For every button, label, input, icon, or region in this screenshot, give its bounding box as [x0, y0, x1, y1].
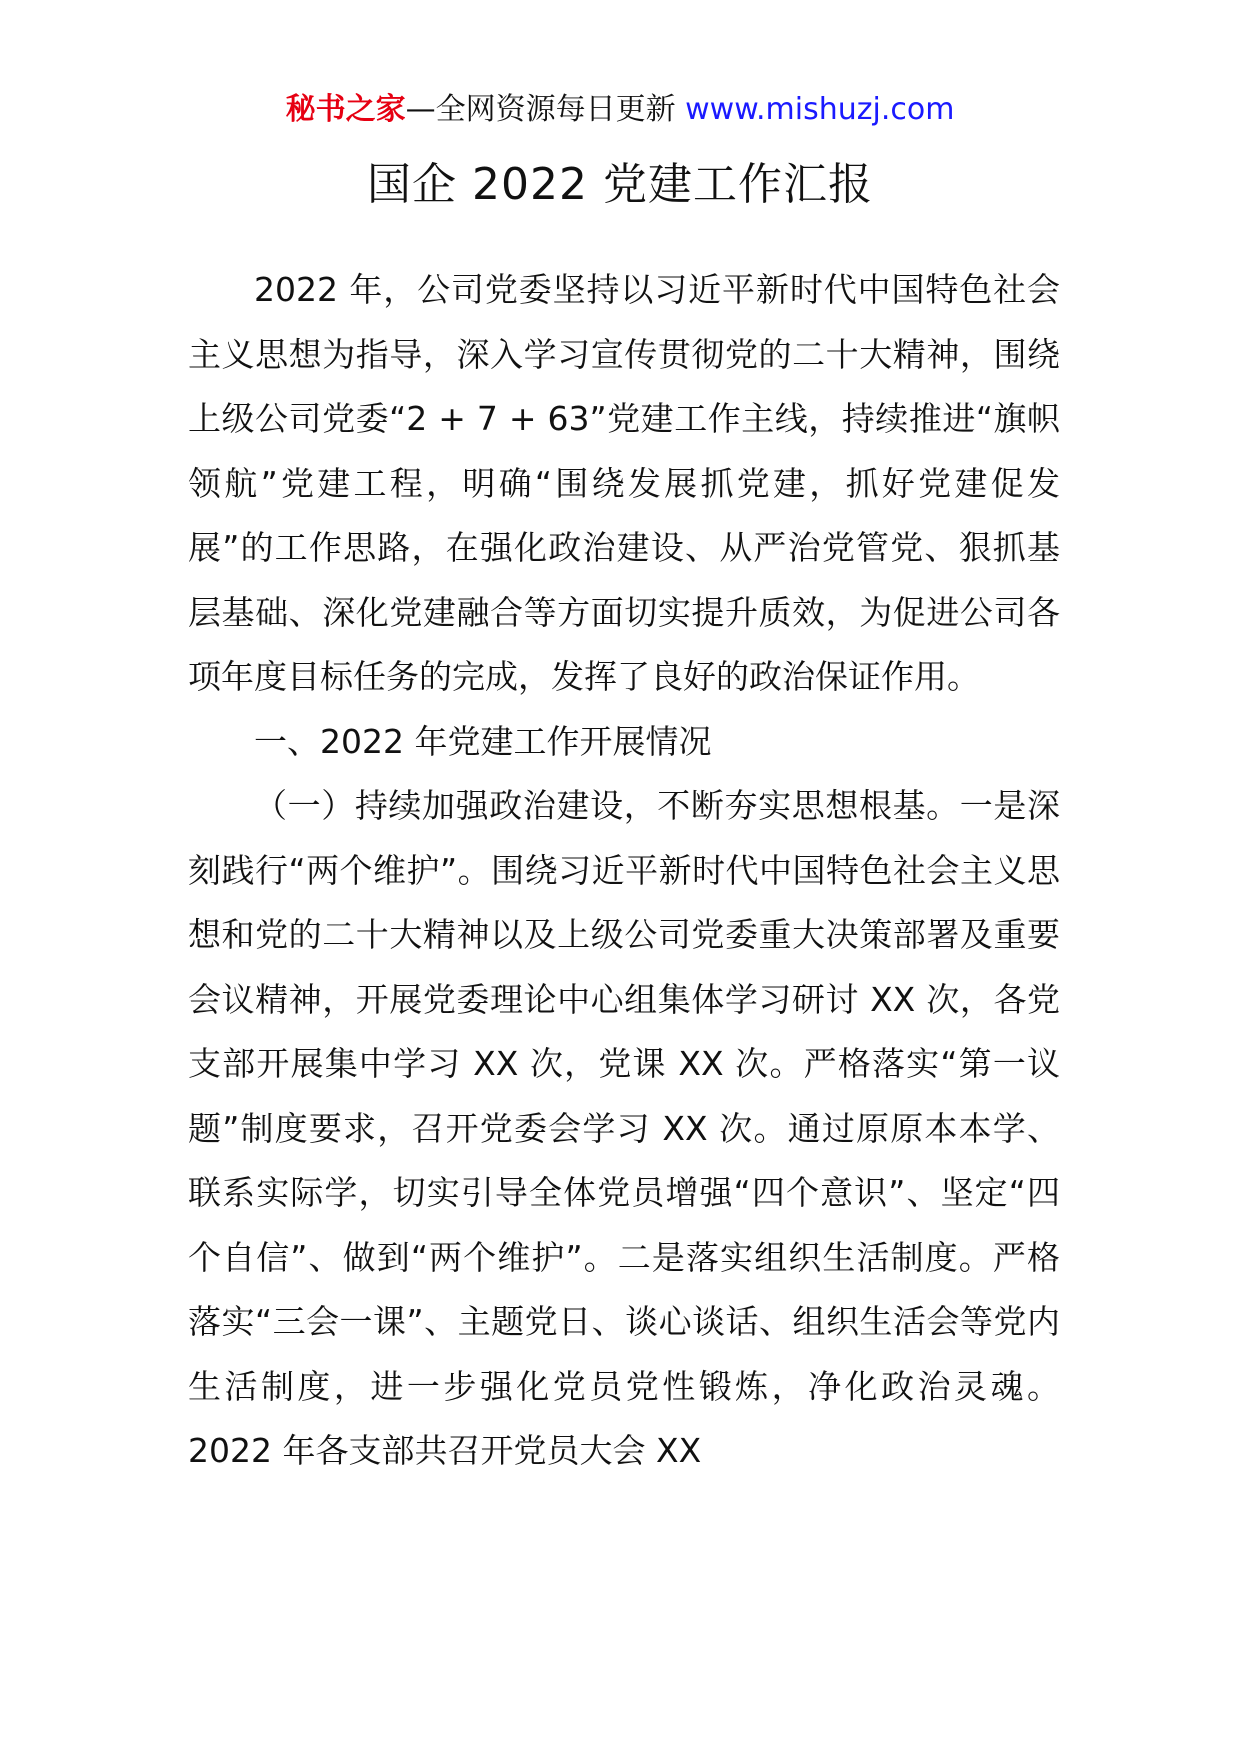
header-tagline: —全网资源每日更新 [405, 92, 686, 127]
paragraph-intro: 2022 年，公司党委坚持以习近平新时代中国特色社会主义思想为指导，深入学习宣传贯彻党的二十大精神，围绕上级公司党委“2 + 7 + 63”党建工作主线，持续推进“旗帜领航”党建工程，明确“围绕发展抓党建，抓好党建促发展”的工作思路，在强化政治建设、从严治党管党、狠抓基层基础、深化党建融合等方面切实提升质效，为促进公司各项年度目标任务的完成，发挥了良好的政治保证作用。 [188, 270, 1060, 696]
document-body [188, 258, 1060, 1484]
section-heading: 一、2022 年党建工作开展情况 [254, 721, 712, 761]
document-title: 国企 2022 党建工作汇报 [367, 159, 873, 210]
header-url[interactable]: www.mishuzj.com [685, 92, 955, 127]
paragraph-political-construction: （一）持续加强政治建设，不断夯实思想根基。一是深刻践行“两个维护”。围绕习近平新时代中国特色社会主义思想和党的二十大精神以及上级公司党委重大决策部署及重要会议精神，开展党委理论中心组集体学习研讨 XX 次，各党支部开展集中学习 XX 次，党课 XX 次。严格落实“第一议题”制度要求，召开党委会学习 XX 次。通过原原本本学、联系实际学，切实引导全体党员增强“四个意识”、坚定“四个自信”、做到“两个维护”。二是落实组织生活制度。严格落实“三会一课”、主题党日、谈心谈话、组织生活会等党内生活制度，进一步强化党员党性锻炼，净化政治灵魂。2022 年各支部共召开党员大会 XX [188, 786, 1060, 1470]
header-brand: 秘书之家 [285, 92, 406, 127]
watermark-header [0, 90, 1240, 130]
